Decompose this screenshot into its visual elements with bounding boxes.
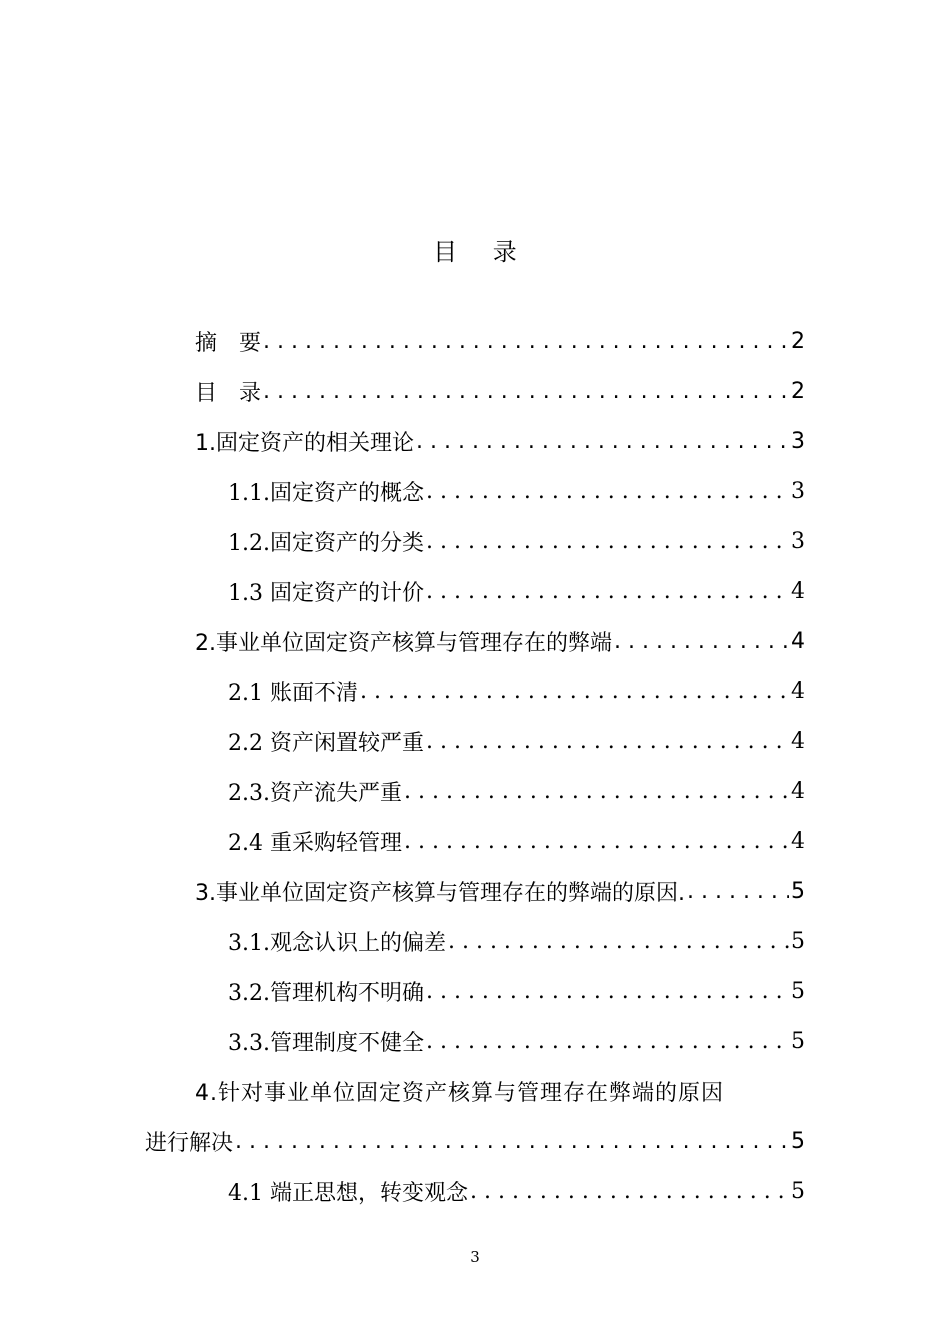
toc-entry-page: 5 <box>791 1028 805 1054</box>
toc-entry-label: 3.3.管理制度不健全 <box>228 1030 424 1056</box>
toc-entry-label: 2.2 资产闲置较严重 <box>228 730 424 756</box>
toc-entry-4-1[interactable] <box>228 1166 805 1216</box>
dot-leader <box>426 979 789 1004</box>
toc-entry-page: 5 <box>791 978 805 1004</box>
toc-entry-label: 2.事业单位固定资产核算与管理存在的弊端 <box>195 630 612 656</box>
toc-entry-1[interactable] <box>195 416 805 466</box>
dot-leader <box>687 879 789 904</box>
toc-entry-3-3[interactable] <box>228 1016 805 1066</box>
toc-entry-page: 4 <box>791 778 805 804</box>
toc-entry-1-3[interactable] <box>228 566 805 616</box>
toc-entry-label: 1.1.固定资产的概念 <box>228 480 424 506</box>
dot-leader <box>426 529 789 554</box>
toc-entry-page: 5 <box>791 928 805 954</box>
dot-leader <box>426 479 789 504</box>
dot-leader <box>404 829 789 854</box>
toc-entry-label: 2.4 重采购轻管理 <box>228 830 402 856</box>
toc-entry-1-2[interactable] <box>228 516 805 566</box>
toc-entry-page: 4 <box>791 828 805 854</box>
dot-leader <box>426 579 789 604</box>
toc-entry-page: 2 <box>791 328 805 354</box>
toc-title: 目 录 <box>433 238 531 266</box>
toc-entry-page: 2 <box>791 378 805 404</box>
toc-entry-label: 2.3.资产流失严重 <box>228 780 402 806</box>
toc-entry-2[interactable] <box>195 616 805 666</box>
dot-leader <box>426 729 789 754</box>
toc-entry-label: 3.1.观念认识上的偏差 <box>228 930 446 956</box>
toc-entry-4-line2[interactable] <box>145 1116 805 1166</box>
toc-entry-page: 3 <box>791 528 805 554</box>
toc-entry-label: 1.2.固定资产的分类 <box>228 530 424 556</box>
toc-entry-3-2[interactable] <box>228 966 805 1016</box>
toc-entry-label: 3.事业单位固定资产核算与管理存在的弊端的原因. <box>195 880 685 906</box>
toc-entry-contents[interactable] <box>195 366 805 416</box>
toc-entry-page: 4 <box>791 728 805 754</box>
toc-entry-2-3[interactable] <box>228 766 805 816</box>
toc-entry-page: 5 <box>791 1178 805 1204</box>
toc-entry-2-2[interactable] <box>228 716 805 766</box>
toc-entry-page: 4 <box>791 578 805 604</box>
page-number: 3 <box>470 1248 480 1266</box>
dot-leader <box>263 379 789 404</box>
toc-entry-label: 摘 要 <box>195 330 262 356</box>
dot-leader <box>448 929 789 954</box>
toc-entry-1-1[interactable] <box>228 466 805 516</box>
toc-entry-page: 3 <box>791 428 805 454</box>
dot-leader <box>426 1029 789 1054</box>
dot-leader <box>360 679 789 704</box>
toc-entry-page: 4 <box>791 678 805 704</box>
toc-entry-page: 4 <box>791 628 805 654</box>
dot-leader <box>235 1129 789 1154</box>
toc-entry-4-line1[interactable] <box>195 1066 805 1116</box>
dot-leader <box>416 429 789 454</box>
toc-entry-label: 2.1 账面不清 <box>228 680 358 706</box>
dot-leader <box>470 1179 789 1204</box>
toc-entry-page: 3 <box>791 478 805 504</box>
table-of-contents <box>0 316 950 1216</box>
toc-entry-label: 1.3 固定资产的计价 <box>228 580 424 606</box>
toc-entry-label: 3.2.管理机构不明确 <box>228 980 424 1006</box>
toc-entry-label: 目 录 <box>195 380 262 406</box>
toc-entry-label: 1.固定资产的相关理论 <box>195 430 414 456</box>
toc-entry-label: 4.1 端正思想，转变观念 <box>228 1180 468 1206</box>
toc-entry-2-1[interactable] <box>228 666 805 716</box>
toc-entry-3[interactable] <box>195 866 805 916</box>
dot-leader <box>404 779 789 804</box>
dot-leader <box>263 329 789 354</box>
toc-entry-abstract[interactable] <box>195 316 805 366</box>
toc-entry-2-4[interactable] <box>228 816 805 866</box>
toc-entry-label: 4.针对事业单位固定资产核算与管理存在弊端的原因 <box>195 1080 724 1106</box>
toc-entry-page: 5 <box>791 1128 805 1154</box>
dot-leader <box>614 629 789 654</box>
toc-entry-page: 5 <box>791 878 805 904</box>
toc-entry-3-1[interactable] <box>228 916 805 966</box>
toc-entry-label: 进行解决 <box>145 1130 234 1156</box>
